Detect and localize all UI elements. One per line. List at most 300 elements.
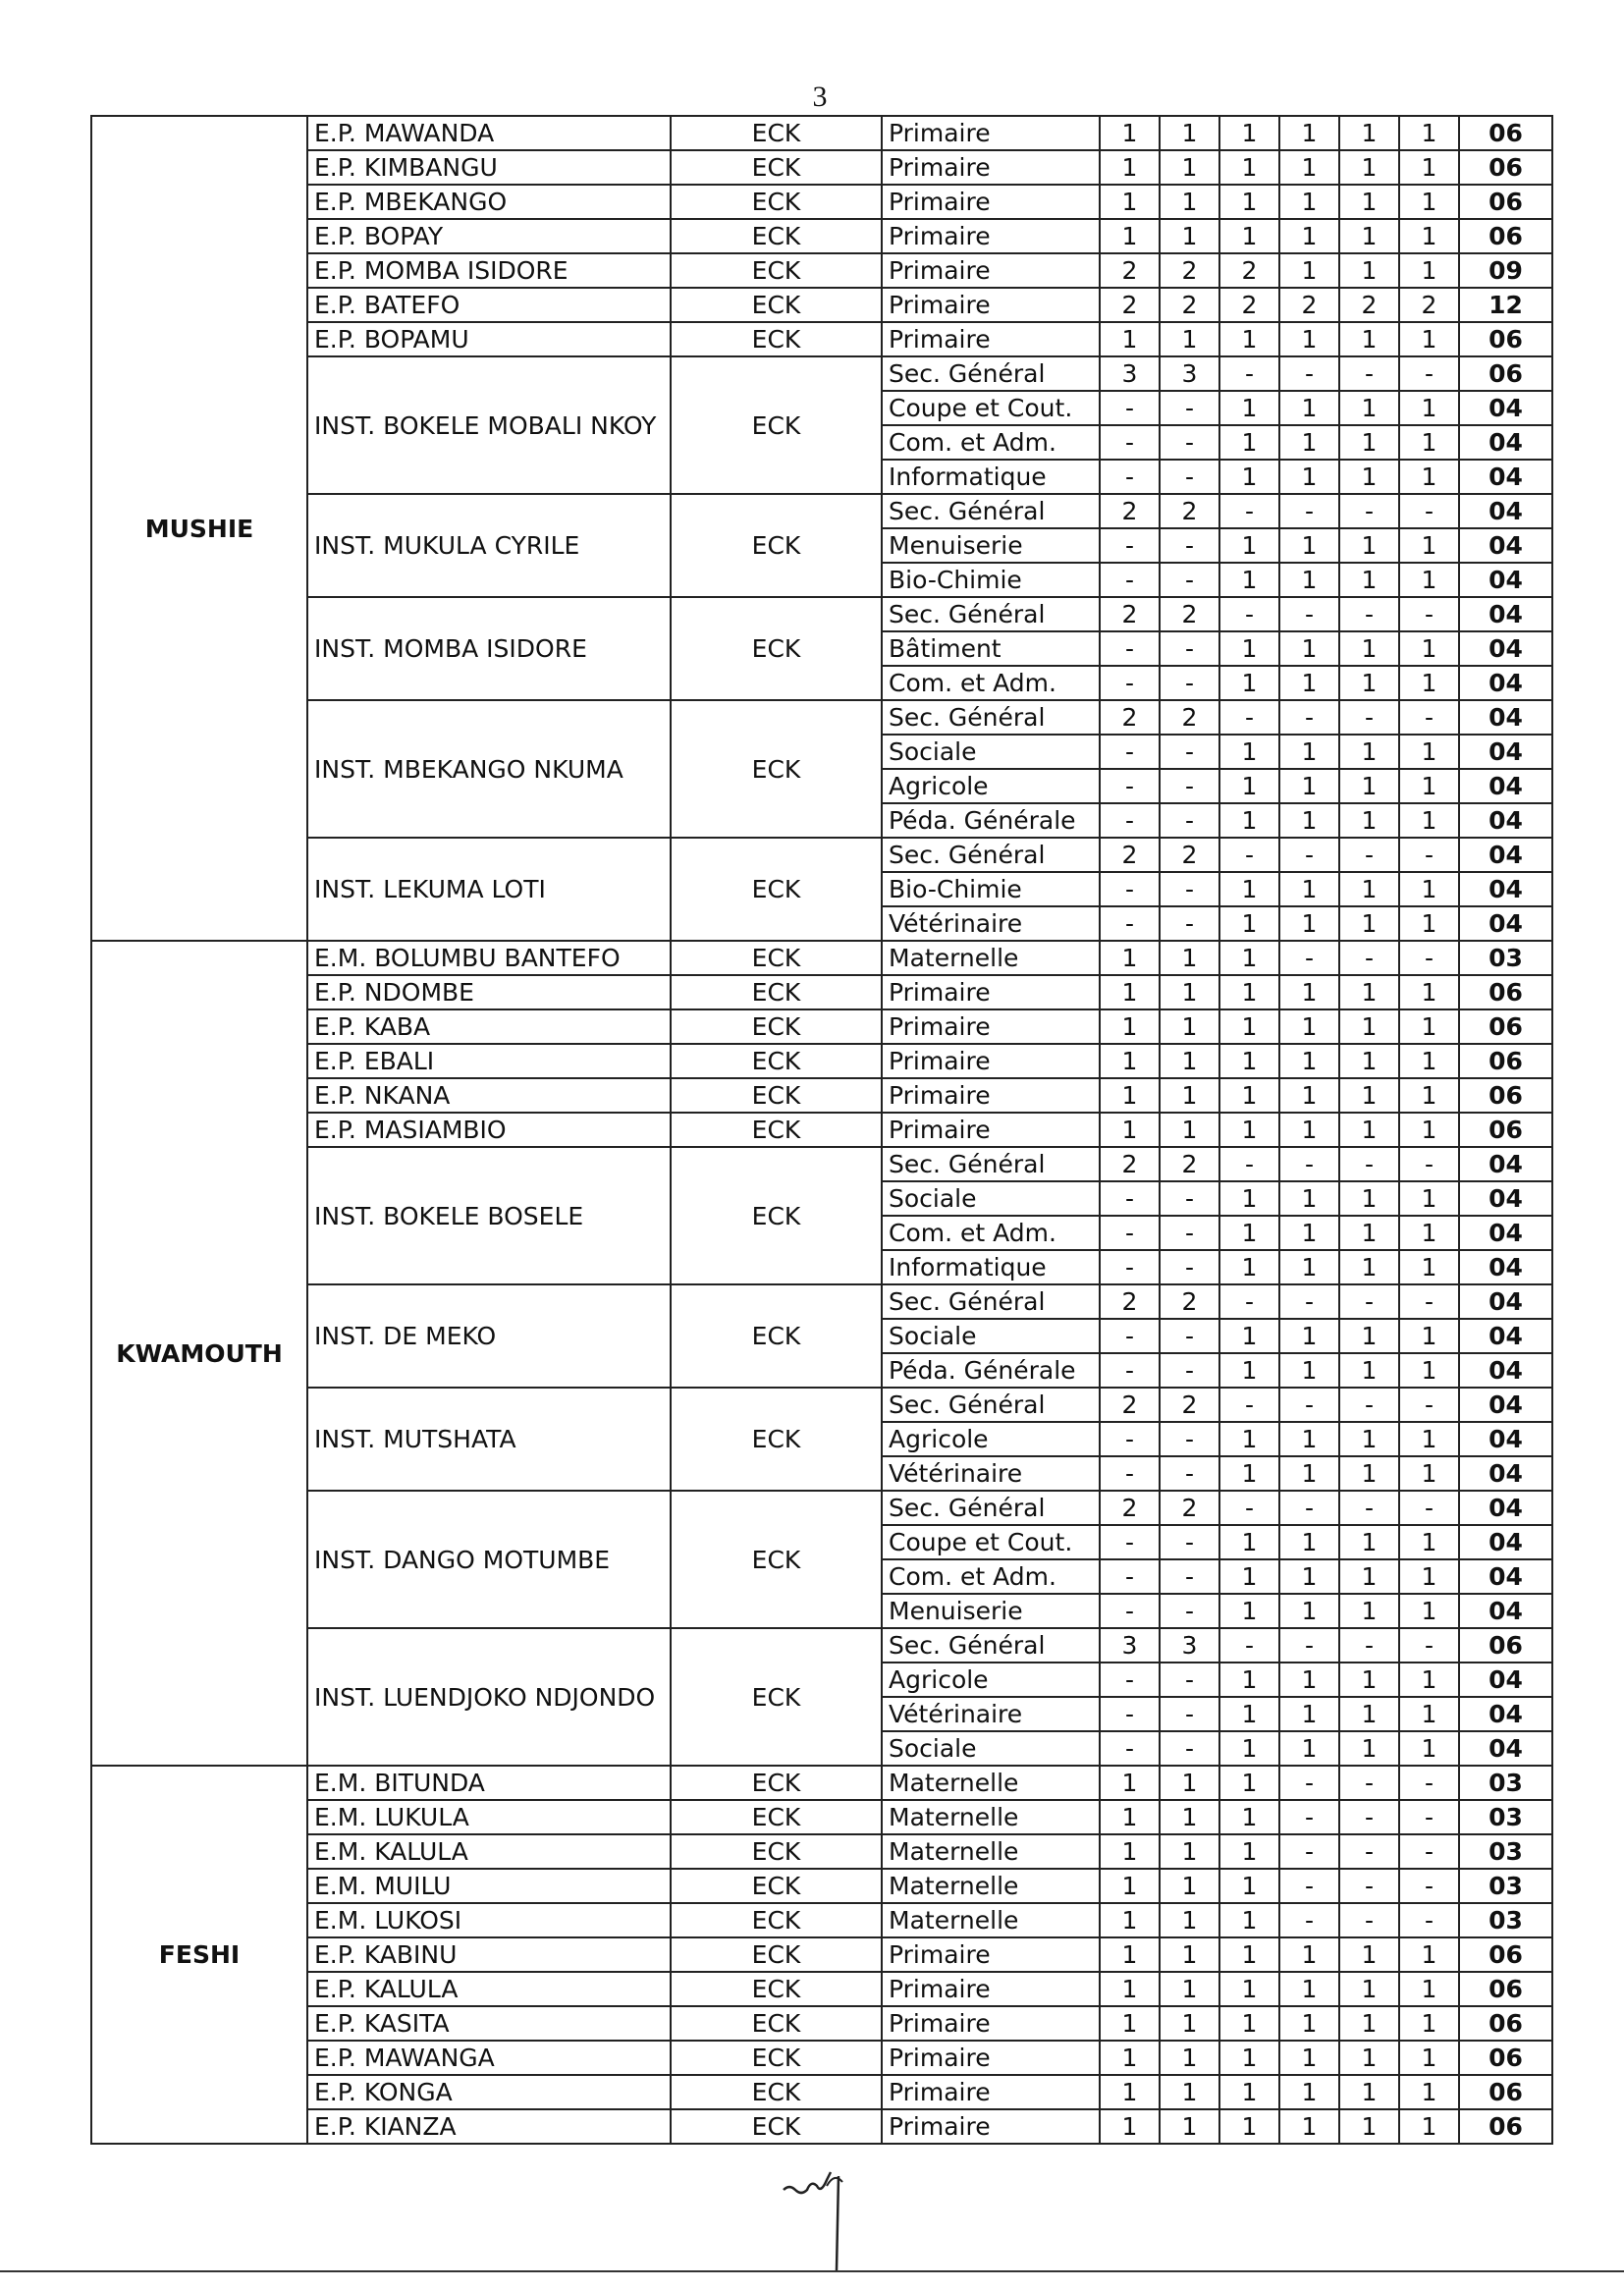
class-count: - (1279, 597, 1339, 631)
class-count: - (1279, 1834, 1339, 1869)
class-count: 1 (1219, 1216, 1279, 1250)
row-total: 04 (1459, 425, 1552, 460)
class-count: 1 (1339, 1731, 1399, 1766)
class-count: 1 (1399, 2075, 1459, 2109)
class-count: 1 (1339, 1078, 1399, 1113)
class-count: 1 (1219, 1250, 1279, 1284)
school-name: E.P. KONGA (307, 2075, 671, 2109)
class-count: 1 (1219, 460, 1279, 494)
class-count: - (1399, 838, 1459, 872)
class-count: 1 (1279, 150, 1339, 185)
class-count: 1 (1279, 1559, 1339, 1594)
class-count: 2 (1100, 1147, 1160, 1181)
class-count: - (1100, 1250, 1160, 1284)
row-total: 04 (1459, 872, 1552, 906)
class-count: 1 (1279, 253, 1339, 288)
class-count: 1 (1219, 1903, 1279, 1937)
class-count: 1 (1279, 391, 1339, 425)
class-count: 1 (1219, 631, 1279, 666)
section-label: Sec. Général (882, 597, 1100, 631)
row-total: 04 (1459, 1731, 1552, 1766)
class-count: 2 (1219, 253, 1279, 288)
management-code: ECK (671, 700, 882, 838)
management-code: ECK (671, 1491, 882, 1628)
class-count: - (1219, 494, 1279, 528)
table-row (91, 1937, 1552, 1972)
school-name: E.P. BOPAY (307, 219, 671, 253)
row-total: 04 (1459, 838, 1552, 872)
class-count: 1 (1219, 1422, 1279, 1456)
class-count: 2 (1100, 1491, 1160, 1525)
class-count: - (1339, 494, 1399, 528)
class-count: 1 (1339, 1250, 1399, 1284)
management-code: ECK (671, 116, 882, 150)
table-row (91, 1147, 1552, 1181)
school-name: E.P. MAWANGA (307, 2041, 671, 2075)
school-name: E.M. MUILU (307, 1869, 671, 1903)
row-total: 04 (1459, 1525, 1552, 1559)
class-count: 1 (1399, 2041, 1459, 2075)
class-count: - (1100, 528, 1160, 563)
class-count: - (1339, 1834, 1399, 1869)
class-count: 1 (1399, 1456, 1459, 1491)
class-count: 1 (1219, 769, 1279, 803)
school-name: E.M. BITUNDA (307, 1766, 671, 1800)
class-count: - (1160, 666, 1219, 700)
class-count: 1 (1279, 872, 1339, 906)
class-count: 1 (1339, 2006, 1399, 2041)
class-count: 1 (1399, 116, 1459, 150)
class-count: 1 (1100, 150, 1160, 185)
class-count: 2 (1219, 288, 1279, 322)
class-count: 1 (1279, 803, 1339, 838)
class-count: 1 (1100, 185, 1160, 219)
section-label: Primaire (882, 1937, 1100, 1972)
class-count: - (1399, 1628, 1459, 1663)
school-name: E.P. NKANA (307, 1078, 671, 1113)
class-count: 1 (1219, 150, 1279, 185)
section-label: Menuiserie (882, 1594, 1100, 1628)
row-total: 06 (1459, 1628, 1552, 1663)
table-row (91, 2041, 1552, 2075)
management-code: ECK (671, 1937, 882, 1972)
class-count: - (1100, 666, 1160, 700)
class-count: 2 (1100, 1388, 1160, 1422)
row-total: 06 (1459, 975, 1552, 1009)
class-count: 1 (1339, 1594, 1399, 1628)
class-count: 1 (1279, 425, 1339, 460)
section-label: Primaire (882, 2109, 1100, 2144)
class-count: 1 (1219, 941, 1279, 975)
class-count: 1 (1100, 2075, 1160, 2109)
section-label: Primaire (882, 2075, 1100, 2109)
management-code: ECK (671, 219, 882, 253)
school-name: INST. LUENDJOKO NDJONDO (307, 1628, 671, 1766)
school-name: E.P. KIANZA (307, 2109, 671, 2144)
management-code: ECK (671, 1869, 882, 1903)
class-count: - (1279, 1800, 1339, 1834)
class-count: 1 (1339, 528, 1399, 563)
class-count: 1 (1399, 1250, 1459, 1284)
class-count: 2 (1100, 597, 1160, 631)
class-count: 1 (1160, 1903, 1219, 1937)
class-count: 1 (1339, 1353, 1399, 1388)
section-label: Sec. Général (882, 700, 1100, 735)
section-label: Sociale (882, 1181, 1100, 1216)
class-count: 1 (1219, 2109, 1279, 2144)
management-code: ECK (671, 975, 882, 1009)
class-count: 1 (1219, 975, 1279, 1009)
class-count: 1 (1219, 1181, 1279, 1216)
class-count: 3 (1100, 1628, 1160, 1663)
class-count: 1 (1160, 2109, 1219, 2144)
footer-rule (0, 2270, 1624, 2272)
territory-name: KWAMOUTH (91, 941, 307, 1766)
class-count: 1 (1399, 2109, 1459, 2144)
class-count: 1 (1279, 735, 1339, 769)
class-count: 1 (1100, 116, 1160, 150)
class-count: - (1339, 941, 1399, 975)
class-count: - (1339, 356, 1399, 391)
management-code: ECK (671, 1388, 882, 1491)
class-count: - (1100, 735, 1160, 769)
class-count: - (1160, 1697, 1219, 1731)
table-row (91, 185, 1552, 219)
class-count: 1 (1399, 185, 1459, 219)
class-count: 1 (1100, 975, 1160, 1009)
table-row (91, 700, 1552, 735)
class-count: 2 (1160, 288, 1219, 322)
section-label: Primaire (882, 253, 1100, 288)
section-label: Maternelle (882, 1903, 1100, 1937)
class-count: 1 (1339, 803, 1399, 838)
class-count: 1 (1339, 631, 1399, 666)
school-name: E.P. MOMBA ISIDORE (307, 253, 671, 288)
management-code: ECK (671, 1628, 882, 1766)
section-label: Primaire (882, 116, 1100, 150)
class-count: 1 (1339, 975, 1399, 1009)
class-count: 1 (1339, 563, 1399, 597)
row-total: 03 (1459, 1800, 1552, 1834)
class-count: - (1399, 1800, 1459, 1834)
school-name: INST. MUKULA CYRILE (307, 494, 671, 597)
section-label: Agricole (882, 1663, 1100, 1697)
class-count: 1 (1279, 528, 1339, 563)
row-total: 04 (1459, 528, 1552, 563)
class-count: 1 (1100, 1078, 1160, 1113)
class-count: - (1160, 1456, 1219, 1491)
table-row (91, 253, 1552, 288)
class-count: 1 (1339, 1009, 1399, 1044)
school-name: E.M. LUKULA (307, 1800, 671, 1834)
class-count: - (1160, 528, 1219, 563)
row-total: 04 (1459, 1697, 1552, 1731)
class-count: 1 (1399, 1937, 1459, 1972)
section-label: Com. et Adm. (882, 1216, 1100, 1250)
class-count: 1 (1339, 219, 1399, 253)
class-count: - (1100, 425, 1160, 460)
class-count: - (1339, 1491, 1399, 1525)
management-code: ECK (671, 185, 882, 219)
class-count: - (1219, 1388, 1279, 1422)
class-count: 1 (1100, 1937, 1160, 1972)
row-total: 03 (1459, 1834, 1552, 1869)
school-name: E.P. KIMBANGU (307, 150, 671, 185)
class-count: - (1279, 1147, 1339, 1181)
school-name: E.P. KALULA (307, 1972, 671, 2006)
class-count: 1 (1399, 1525, 1459, 1559)
class-count: 2 (1399, 288, 1459, 322)
class-count: - (1160, 1353, 1219, 1388)
class-count: 3 (1100, 356, 1160, 391)
class-count: 1 (1399, 1422, 1459, 1456)
class-count: - (1160, 1559, 1219, 1594)
table-row (91, 1903, 1552, 1937)
section-label: Vétérinaire (882, 1697, 1100, 1731)
class-count: 1 (1279, 1181, 1339, 1216)
class-count: 1 (1339, 185, 1399, 219)
management-code: ECK (671, 1800, 882, 1834)
class-count: - (1100, 1353, 1160, 1388)
class-count: - (1100, 1663, 1160, 1697)
section-label: Sociale (882, 1319, 1100, 1353)
section-label: Péda. Générale (882, 803, 1100, 838)
management-code: ECK (671, 150, 882, 185)
class-count: - (1219, 700, 1279, 735)
class-count: 1 (1279, 563, 1339, 597)
class-count: 1 (1279, 1594, 1339, 1628)
row-total: 04 (1459, 1284, 1552, 1319)
class-count: - (1399, 1284, 1459, 1319)
class-count: 1 (1219, 1559, 1279, 1594)
class-count: 1 (1219, 116, 1279, 150)
row-total: 06 (1459, 219, 1552, 253)
class-count: - (1339, 838, 1399, 872)
class-count: 1 (1160, 2006, 1219, 2041)
school-name: E.P. KASITA (307, 2006, 671, 2041)
class-count: - (1219, 597, 1279, 631)
class-count: 1 (1100, 2109, 1160, 2144)
row-total: 04 (1459, 597, 1552, 631)
table-row (91, 150, 1552, 185)
class-count: 1 (1399, 1078, 1459, 1113)
class-count: 1 (1219, 1663, 1279, 1697)
class-count: 1 (1399, 975, 1459, 1009)
class-count: 1 (1399, 150, 1459, 185)
class-count: 1 (1279, 1044, 1339, 1078)
class-count: 1 (1399, 872, 1459, 906)
management-code: ECK (671, 2041, 882, 2075)
class-count: 2 (1279, 288, 1339, 322)
school-name: INST. BOKELE BOSELE (307, 1147, 671, 1284)
class-count: 2 (1160, 838, 1219, 872)
row-total: 04 (1459, 1456, 1552, 1491)
section-label: Maternelle (882, 1869, 1100, 1903)
table-row (91, 494, 1552, 528)
row-total: 06 (1459, 2006, 1552, 2041)
class-count: 1 (1279, 1353, 1339, 1388)
class-count: 1 (1279, 460, 1339, 494)
section-label: Sec. Général (882, 838, 1100, 872)
row-total: 06 (1459, 322, 1552, 356)
class-count: 1 (1160, 1009, 1219, 1044)
class-count: 1 (1160, 2075, 1219, 2109)
class-count: - (1160, 631, 1219, 666)
class-count: 2 (1100, 288, 1160, 322)
row-total: 04 (1459, 1491, 1552, 1525)
table-row (91, 219, 1552, 253)
management-code: ECK (671, 253, 882, 288)
class-count: - (1100, 391, 1160, 425)
table-row (91, 2109, 1552, 2144)
class-count: - (1339, 1628, 1399, 1663)
row-total: 09 (1459, 253, 1552, 288)
class-count: 1 (1100, 1869, 1160, 1903)
class-count: 1 (1399, 563, 1459, 597)
class-count: 1 (1160, 116, 1219, 150)
class-count: 1 (1339, 1525, 1399, 1559)
class-count: 1 (1339, 2041, 1399, 2075)
school-name: E.P. MASIAMBIO (307, 1113, 671, 1147)
management-code: ECK (671, 1903, 882, 1937)
management-code: ECK (671, 288, 882, 322)
table-row (91, 1834, 1552, 1869)
class-count: 1 (1279, 2041, 1339, 2075)
class-count: 1 (1279, 1078, 1339, 1113)
class-count: 1 (1219, 1766, 1279, 1800)
section-label: Coupe et Cout. (882, 391, 1100, 425)
class-count: 1 (1100, 1972, 1160, 2006)
section-label: Primaire (882, 322, 1100, 356)
table-row (91, 356, 1552, 391)
class-count: 1 (1339, 391, 1399, 425)
row-total: 03 (1459, 941, 1552, 975)
class-count: - (1399, 356, 1459, 391)
section-label: Informatique (882, 460, 1100, 494)
table-body (91, 116, 1552, 2144)
management-code: ECK (671, 1078, 882, 1113)
section-label: Maternelle (882, 941, 1100, 975)
class-count: 1 (1399, 253, 1459, 288)
section-label: Agricole (882, 1422, 1100, 1456)
signature-mark (776, 2156, 864, 2274)
class-count: 1 (1399, 1559, 1459, 1594)
row-total: 04 (1459, 1422, 1552, 1456)
row-total: 06 (1459, 2109, 1552, 2144)
class-count: - (1399, 1834, 1459, 1869)
class-count: 1 (1399, 1216, 1459, 1250)
class-count: 1 (1219, 1697, 1279, 1731)
class-count: 1 (1399, 1353, 1459, 1388)
class-count: - (1100, 631, 1160, 666)
school-name: E.P. MBEKANGO (307, 185, 671, 219)
management-code: ECK (671, 2075, 882, 2109)
class-count: - (1160, 1663, 1219, 1697)
class-count: - (1160, 460, 1219, 494)
class-count: 1 (1160, 1078, 1219, 1113)
management-code: ECK (671, 1972, 882, 2006)
class-count: 1 (1339, 1216, 1399, 1250)
class-count: 1 (1399, 1044, 1459, 1078)
class-count: - (1160, 735, 1219, 769)
row-total: 04 (1459, 494, 1552, 528)
class-count: 1 (1339, 1113, 1399, 1147)
class-count: 2 (1160, 253, 1219, 288)
table-row (91, 2006, 1552, 2041)
class-count: 1 (1399, 1972, 1459, 2006)
class-count: 1 (1279, 322, 1339, 356)
class-count: - (1279, 1284, 1339, 1319)
row-total: 12 (1459, 288, 1552, 322)
class-count: - (1100, 563, 1160, 597)
section-label: Sec. Général (882, 356, 1100, 391)
class-count: 1 (1100, 941, 1160, 975)
class-count: 1 (1279, 1697, 1339, 1731)
table-row (91, 288, 1552, 322)
class-count: - (1339, 1903, 1399, 1937)
class-count: 1 (1399, 219, 1459, 253)
class-count: - (1160, 769, 1219, 803)
class-count: 1 (1279, 1525, 1339, 1559)
table-row (91, 941, 1552, 975)
table-row (91, 1972, 1552, 2006)
class-count: 1 (1339, 425, 1399, 460)
class-count: - (1399, 1869, 1459, 1903)
section-label: Péda. Générale (882, 1353, 1100, 1388)
management-code: ECK (671, 1284, 882, 1388)
class-count: 1 (1339, 116, 1399, 150)
class-count: 1 (1160, 1972, 1219, 2006)
management-code: ECK (671, 1834, 882, 1869)
class-count: - (1339, 1284, 1399, 1319)
section-label: Vétérinaire (882, 906, 1100, 941)
school-name: INST. MOMBA ISIDORE (307, 597, 671, 700)
class-count: - (1399, 1491, 1459, 1525)
management-code: ECK (671, 1009, 882, 1044)
class-count: 1 (1160, 1113, 1219, 1147)
class-count: - (1100, 1456, 1160, 1491)
row-total: 04 (1459, 563, 1552, 597)
row-total: 06 (1459, 2041, 1552, 2075)
class-count: 1 (1339, 2109, 1399, 2144)
school-name: INST. DE MEKO (307, 1284, 671, 1388)
management-code: ECK (671, 1044, 882, 1078)
row-total: 06 (1459, 116, 1552, 150)
school-name: E.P. NDOMBE (307, 975, 671, 1009)
class-count: - (1279, 494, 1339, 528)
table-row (91, 1388, 1552, 1422)
section-label: Primaire (882, 2006, 1100, 2041)
class-count: - (1160, 1525, 1219, 1559)
class-count: - (1160, 1250, 1219, 1284)
management-code: ECK (671, 322, 882, 356)
row-total: 04 (1459, 906, 1552, 941)
table-row (91, 597, 1552, 631)
table-row (91, 116, 1552, 150)
class-count: 1 (1279, 1456, 1339, 1491)
table-row (91, 838, 1552, 872)
school-name: E.P. EBALI (307, 1044, 671, 1078)
page-number: 3 (812, 81, 828, 113)
section-label: Coupe et Cout. (882, 1525, 1100, 1559)
class-count: 1 (1219, 1800, 1279, 1834)
section-label: Maternelle (882, 1766, 1100, 1800)
school-name: E.M. KALULA (307, 1834, 671, 1869)
class-count: - (1279, 1491, 1339, 1525)
class-count: - (1160, 563, 1219, 597)
class-count: - (1399, 1903, 1459, 1937)
class-count: 1 (1279, 1422, 1339, 1456)
